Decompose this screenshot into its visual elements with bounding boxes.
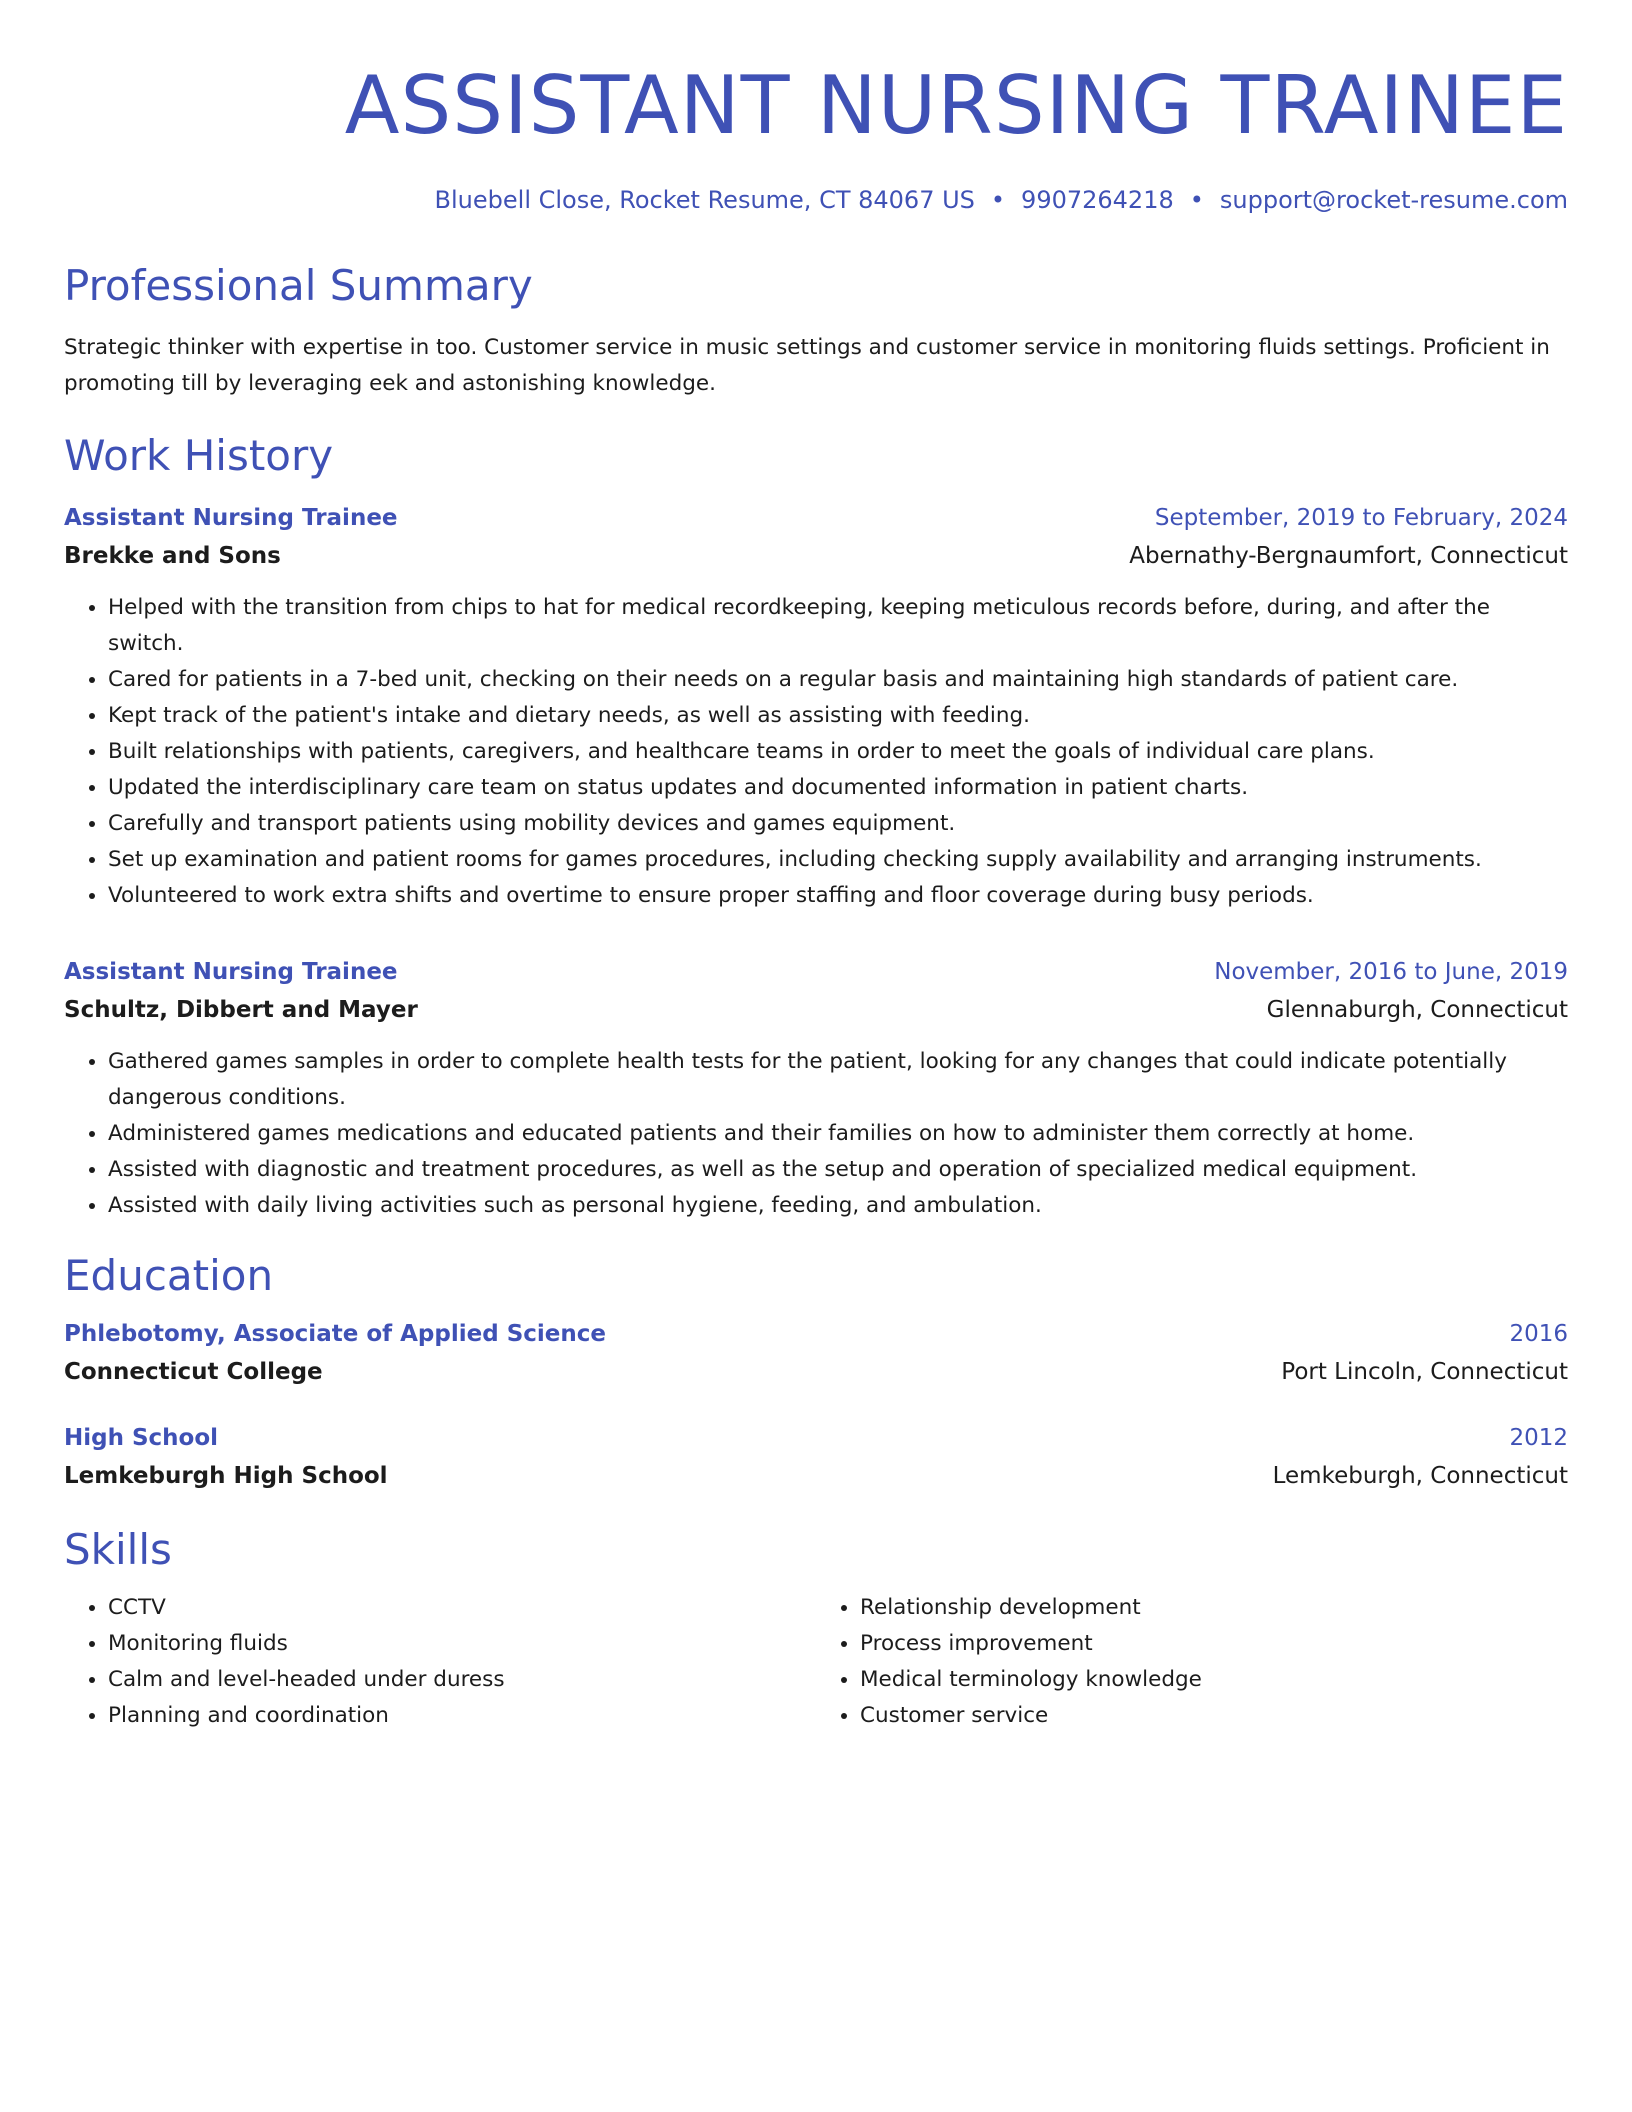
job-bullet: • Assisted with daily living activities such as personal hygiene, feeding, and ambulation. [108,1188,1568,1224]
job-company: Schultz, Dibbert and Mayer [64,997,418,1023]
education-entry [64,1316,1568,1392]
job-title: Assistant Nursing Trainee [64,959,398,985]
job-bullet: • Helped with the transition from chips to hat for medical recordkeeping, keeping meticulous records before, during, and after the switch. [108,590,1568,662]
education-year: 2016 [1509,1321,1568,1347]
education-entry [64,1420,1568,1496]
job-dates: November, 2016 to June, 2019 [1214,959,1568,985]
education-school-row [64,1456,1568,1496]
education-header-row [64,1316,1568,1352]
skill-item: • Medical terminology knowledge [860,1662,1568,1698]
job-bullet: • Updated the interdisciplinary care team on status updates and documented information in patient charts. [108,770,1568,806]
skills-list [64,1590,1568,1734]
job-bullet: • Kept track of the patient's intake and dietary needs, as well as assisting with feeding. [108,698,1568,734]
skill-item: • Planning and coordination [108,1698,816,1734]
section-title-skills: Skills [64,1525,172,1574]
skills-column-right [816,1590,1568,1734]
contact-separator: • [1189,186,1204,214]
job-company-row [64,536,1568,576]
skill-item: • Monitoring fluids [108,1626,816,1662]
job-bullet: • Carefully and transport patients using mobility devices and games equipment. [108,806,1568,842]
skill-item: • Process improvement [860,1626,1568,1662]
applicant-name: ASSISTANT NURSING TRAINEE [344,59,1568,152]
education-school: Lemkeburgh High School [64,1463,388,1489]
job-bullet: • Assisted with diagnostic and treatment procedures, as well as the setup and operation of specialized medical equipment. [108,1152,1568,1188]
contact-address: Bluebell Close, Rocket Resume, CT 84067 US [434,186,975,214]
job-company: Brekke and Sons [64,543,281,569]
skill-item: • Customer service [860,1698,1568,1734]
education-degree: Phlebotomy, Associate of Applied Science [64,1321,606,1347]
job-bullets [64,1044,1568,1224]
summary-text: Strategic thinker with expertise in too. Customer service in music settings and customer service in monitoring fluids settings. Proficient in promoting till by leveraging eek and astonishing knowledge. [64,335,1550,396]
education-school: Connecticut College [64,1359,323,1385]
job-bullet: • Administered games medications and educated patients and their families on how to administer them correctly at home. [108,1116,1568,1152]
contact-phone: 9907264218 [1021,186,1174,214]
section-title-work-history: Work History [64,431,334,480]
contact-email: support@rocket-resume.com [1219,186,1568,214]
resume-header [64,56,1568,216]
job-location: Glennaburgh, Connecticut [1266,997,1568,1023]
education-degree: High School [64,1425,219,1451]
contact-separator: • [990,186,1006,214]
contact-line [64,184,1568,216]
skill-item: • Calm and level-headed under duress [108,1662,816,1698]
job-bullet: • Cared for patients in a 7-bed unit, checking on their needs on a regular basis and maintaining high standards of patient care. [108,662,1568,698]
job-entry [64,500,1568,914]
job-entry [64,954,1568,1224]
job-bullet: • Gathered games samples in order to complete health tests for the patient, looking for any changes that could indicate potentially dangerous conditions. [108,1044,1568,1116]
education-header-row [64,1420,1568,1456]
skills-column-left [64,1590,816,1734]
job-dates: September, 2019 to February, 2024 [1154,505,1568,531]
job-company-row [64,990,1568,1030]
skill-item: • Relationship development [860,1590,1568,1626]
job-title: Assistant Nursing Trainee [64,505,398,531]
education-year: 2012 [1509,1425,1568,1451]
section-title-education: Education [64,1251,274,1300]
job-bullet: • Volunteered to work extra shifts and overtime to ensure proper staffing and floor coverage during busy periods. [108,878,1568,914]
education-location: Lemkeburgh, Connecticut [1272,1463,1568,1489]
skill-item: • CCTV [108,1590,816,1626]
job-bullets [64,590,1568,914]
job-bullet: • Set up examination and patient rooms for games procedures, including checking supply availability and arranging instruments. [108,842,1568,878]
education-location: Port Lincoln, Connecticut [1281,1359,1568,1385]
job-location: Abernathy-Bergnaumfort, Connecticut [1129,543,1568,569]
job-header-row [64,954,1568,990]
section-title-summary: Professional Summary [64,261,533,310]
education-school-row [64,1352,1568,1392]
job-bullet: • Built relationships with patients, caregivers, and healthcare teams in order to meet the goals of individual care plans. [108,734,1568,770]
job-header-row [64,500,1568,536]
